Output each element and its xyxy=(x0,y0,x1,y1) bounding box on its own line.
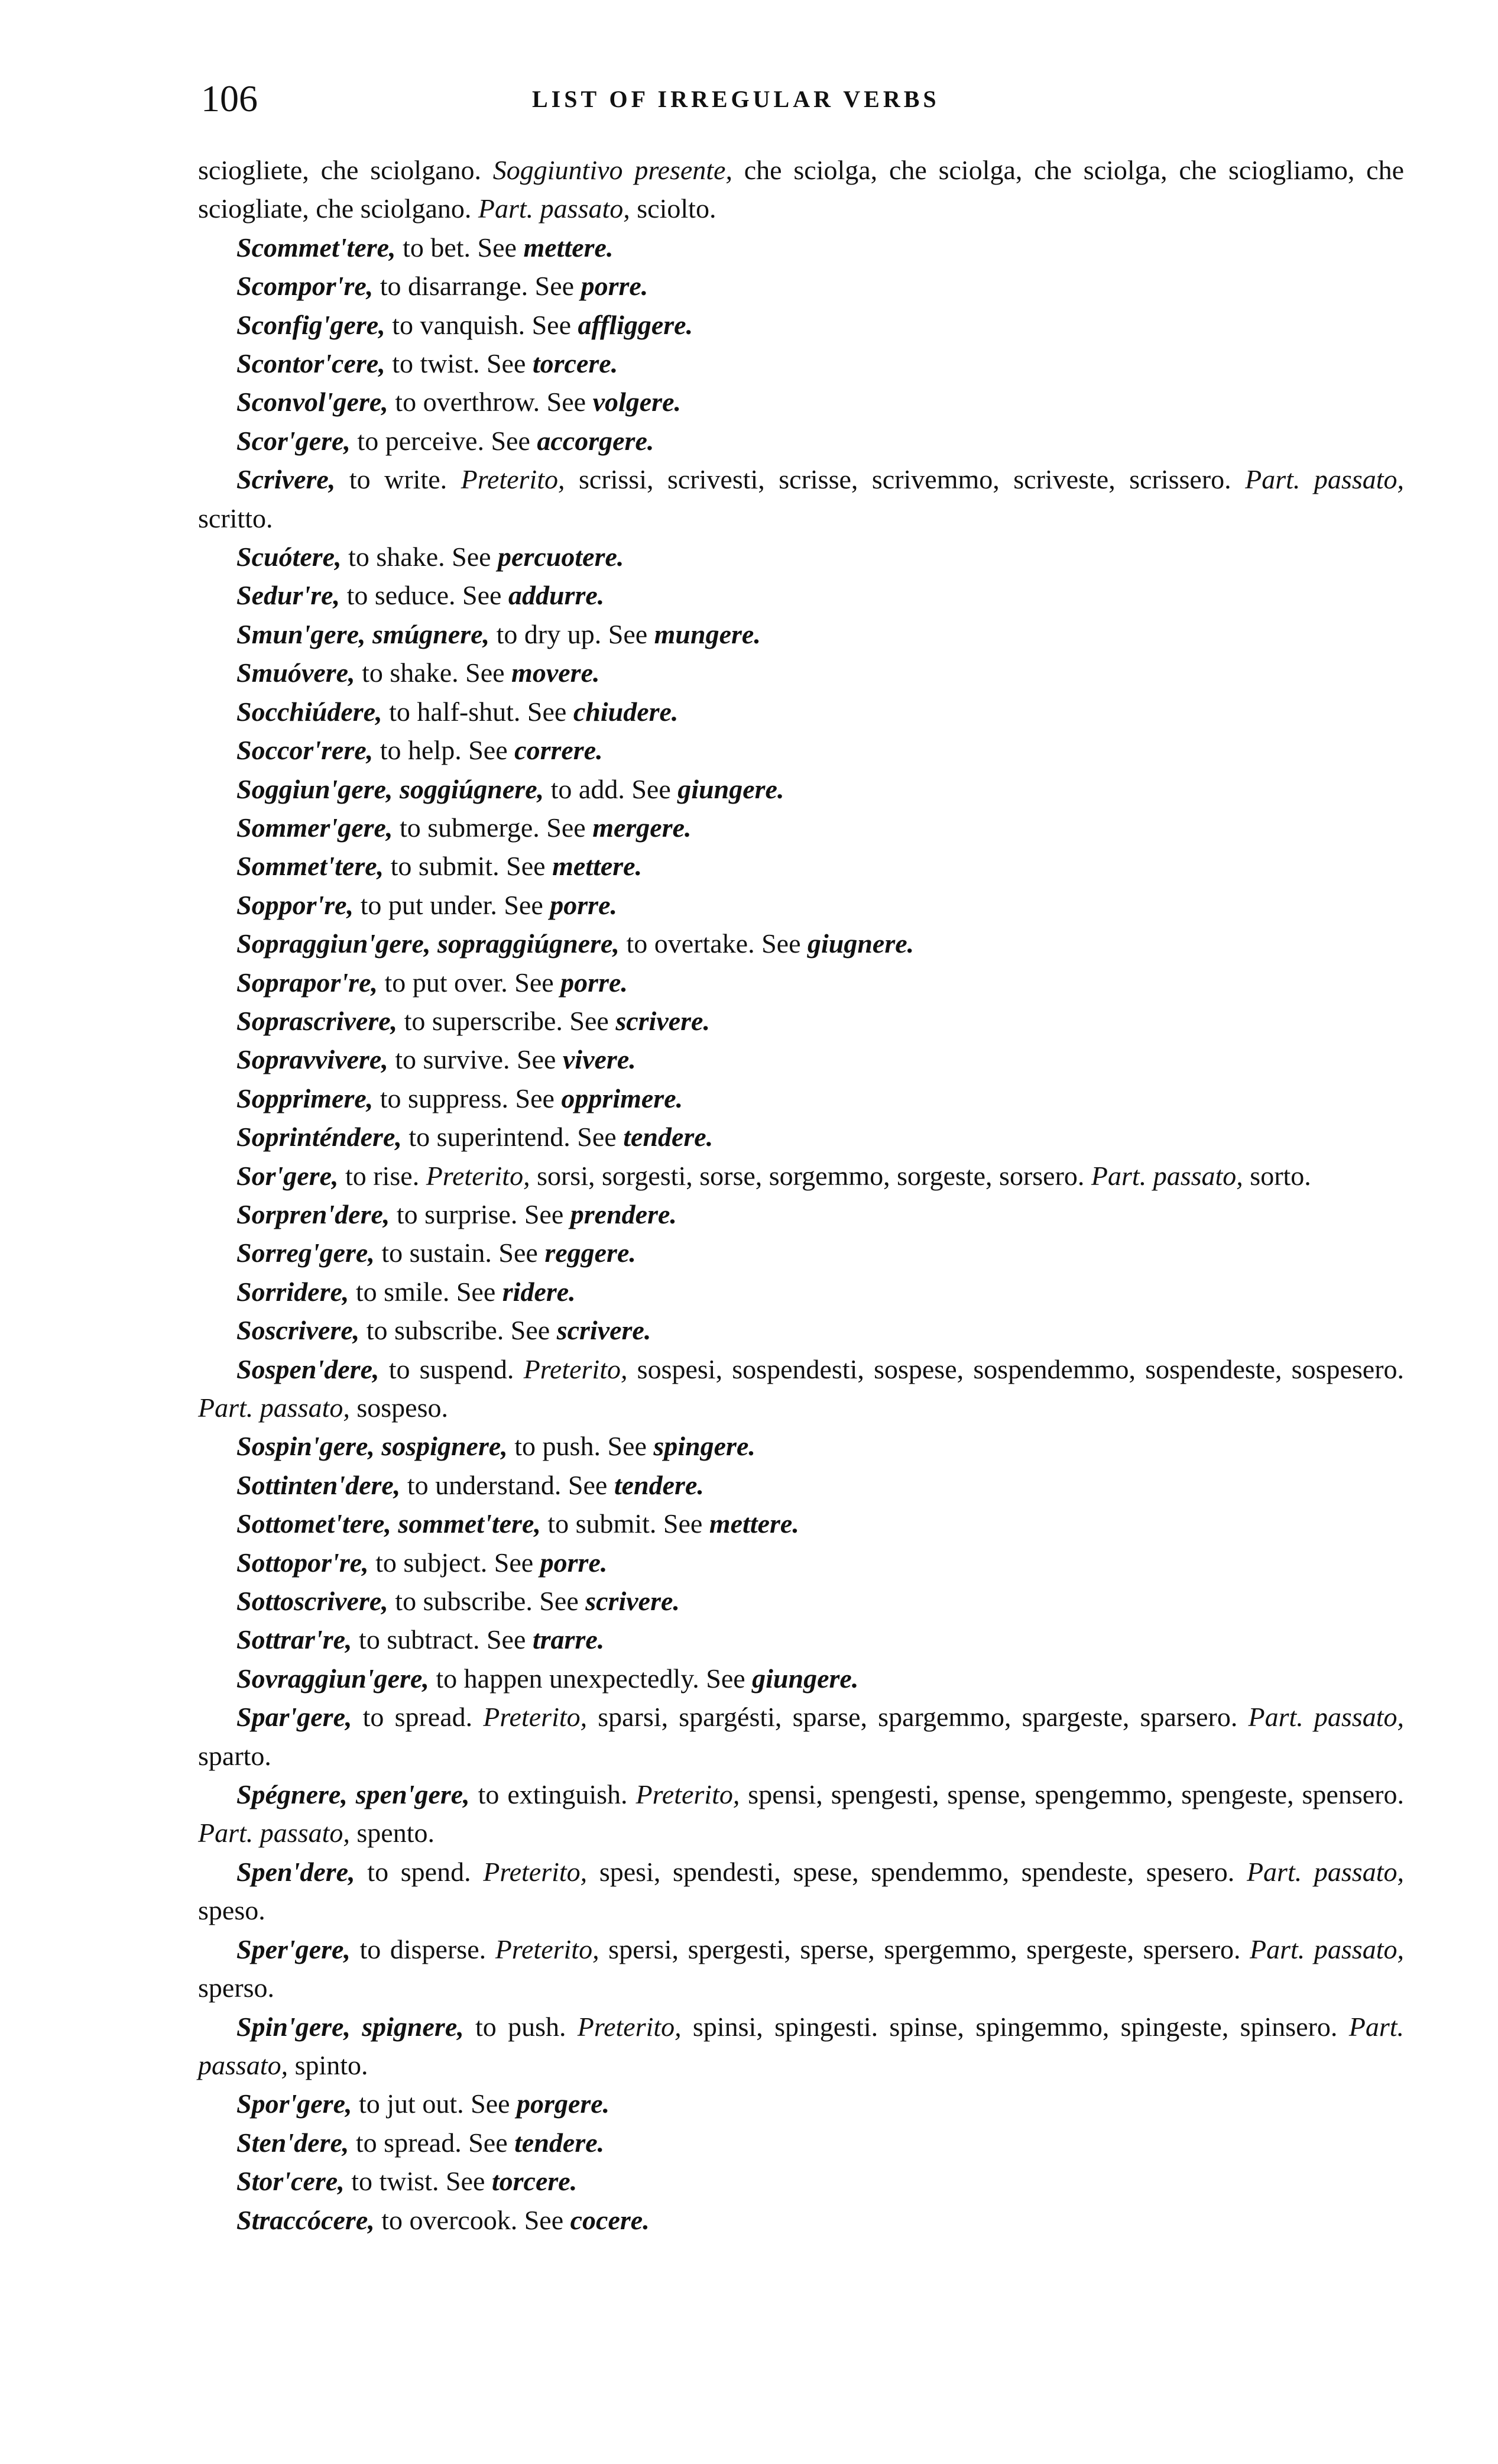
verb-gloss: to sustain. See xyxy=(374,1238,545,1268)
verb-entry xyxy=(198,1504,1404,1543)
verb-headword: Smuóvere, xyxy=(236,658,355,688)
entry-text: to suspend. xyxy=(379,1354,524,1384)
verb-entry xyxy=(198,1775,1404,1853)
verb-headword: Scommet'tere, xyxy=(236,232,396,263)
entry-text: to push. xyxy=(463,2011,578,2042)
tense-label: Preterito, xyxy=(483,1702,588,1733)
cross-reference: torcere. xyxy=(532,348,618,379)
verb-entry xyxy=(198,963,1404,1002)
entry-text: sciolto. xyxy=(630,193,716,224)
cross-reference: scrivere. xyxy=(615,1005,710,1036)
verb-headword: Sommet'tere, xyxy=(236,851,384,882)
tense-label: Part. passato, xyxy=(1246,1856,1404,1887)
verb-headword: Sorridere, xyxy=(236,1276,349,1307)
entry-text: to spread. xyxy=(352,1702,484,1733)
verb-headword: Scontor'cere, xyxy=(236,348,385,379)
verb-headword: Socchiúdere, xyxy=(236,696,382,727)
verb-entry xyxy=(198,422,1404,460)
verb-entry xyxy=(198,1273,1404,1311)
verb-gloss: to half-shut. See xyxy=(382,696,573,727)
verb-gloss: to submit. See xyxy=(384,851,553,882)
verb-gloss: to add. See xyxy=(544,773,678,804)
cross-reference: mettere. xyxy=(709,1508,799,1539)
cross-reference: trarre. xyxy=(532,1624,605,1655)
verb-entry xyxy=(198,615,1404,653)
verb-gloss: to submit. See xyxy=(540,1508,709,1539)
entry-text: sorsi, sorgesti, sorse, sorgemmo, sorgeste, sorsero. xyxy=(530,1160,1091,1191)
verb-headword: Soccor'rere, xyxy=(236,735,374,766)
entry-text: spersi, spergesti, sperse, spergemmo, spergeste, spersero. xyxy=(599,1934,1250,1964)
entry-text: to rise. xyxy=(338,1160,426,1191)
verb-entry xyxy=(198,770,1404,808)
verb-headword: Sconvol'gere, xyxy=(236,387,388,417)
verb-gloss: to spread. See xyxy=(349,2127,515,2158)
verb-gloss: to perceive. See xyxy=(350,425,537,456)
cross-reference: volgere. xyxy=(592,387,681,417)
cross-reference: cocere. xyxy=(570,2204,650,2235)
verb-entry xyxy=(198,886,1404,924)
entry-text: spinsi, spingesti. spinse, spingemmo, spingeste, spinsero. xyxy=(681,2011,1349,2042)
verb-headword: Straccócere, xyxy=(236,2204,375,2235)
verb-headword: Scrivere, xyxy=(236,464,336,495)
cross-reference: giugnere. xyxy=(807,928,915,959)
verb-entry xyxy=(198,576,1404,614)
entry-text: spento. xyxy=(349,1818,435,1848)
cross-reference: porre. xyxy=(540,1547,608,1578)
verb-entry xyxy=(198,1427,1404,1465)
tense-label: Part. passato, xyxy=(1091,1160,1243,1191)
verb-headword: Sopraggiun'gere, sopraggiúgnere, xyxy=(236,928,620,959)
tense-label: Part. passato, xyxy=(1250,1934,1404,1964)
verb-entry xyxy=(198,653,1404,692)
cross-reference: ridere. xyxy=(502,1276,576,1307)
cross-reference: accorgere. xyxy=(537,425,654,456)
verb-headword: Spin'gere, spignere, xyxy=(236,2011,464,2042)
cross-reference: porgere. xyxy=(517,2089,610,2119)
running-head: LIST OF IRREGULAR VERBS xyxy=(532,86,940,112)
verb-gloss: to smile. See xyxy=(349,1276,502,1307)
verb-entry xyxy=(198,1311,1404,1349)
entry-text: to disperse. xyxy=(350,1934,495,1964)
verb-headword: Spar'gere, xyxy=(236,1702,352,1733)
verb-entry xyxy=(198,1582,1404,1620)
tense-label: Part. passato, xyxy=(198,1393,350,1423)
cross-reference: addurre. xyxy=(508,580,605,611)
verb-gloss: to overthrow. See xyxy=(388,387,593,417)
verb-gloss: to push. See xyxy=(507,1431,654,1462)
tense-label: Part. passato, xyxy=(198,1818,350,1848)
verb-gloss: to subscribe. See xyxy=(388,1586,586,1617)
cross-reference: mettere. xyxy=(552,851,643,882)
verb-headword: Sper'gere, xyxy=(236,1934,351,1964)
verb-entry xyxy=(198,460,1404,538)
verb-gloss: to seduce. See xyxy=(340,580,508,611)
cross-reference: scrivere. xyxy=(556,1315,651,1346)
entry-text: speso. xyxy=(198,1895,265,1926)
verb-gloss: to vanquish. See xyxy=(385,309,578,340)
verb-entry xyxy=(198,847,1404,885)
verb-gloss: to surprise. See xyxy=(390,1199,570,1229)
verb-entry xyxy=(198,1040,1404,1079)
verb-entry xyxy=(198,2123,1404,2162)
verb-entry xyxy=(198,344,1404,383)
cross-reference: spingere. xyxy=(653,1431,756,1462)
verb-headword: Sorpren'dere, xyxy=(236,1199,390,1229)
verb-gloss: to overcook. See xyxy=(374,2204,570,2235)
verb-gloss: to submerge. See xyxy=(393,812,593,843)
verb-headword: Sottrar're, xyxy=(236,1624,352,1655)
verb-headword: Smun'gere, smúgnere, xyxy=(236,619,490,649)
verb-headword: Scompor're, xyxy=(236,271,374,302)
verb-headword: Soscrivere, xyxy=(236,1315,360,1346)
verb-gloss: to superscribe. See xyxy=(397,1005,616,1036)
verb-headword: Scuótere, xyxy=(236,542,342,572)
cross-reference: prendere. xyxy=(570,1199,677,1229)
verb-gloss: to suppress. See xyxy=(373,1083,562,1113)
verb-entry xyxy=(198,267,1404,305)
cross-reference: porre. xyxy=(560,967,628,998)
entry-text: che sciolga, che sciolga, che sciolga, che sciogliamo, che sciogliate, che sciolgano. xyxy=(198,155,1405,224)
verb-headword: Spégnere, spen'gere, xyxy=(236,1779,470,1810)
verb-entry xyxy=(198,2084,1404,2123)
cross-reference: mettere. xyxy=(523,232,614,263)
verb-headword: Sospin'gere, sospignere, xyxy=(236,1431,508,1462)
verb-entry xyxy=(198,1118,1404,1156)
verb-headword: Sconfig'gere, xyxy=(236,309,385,340)
verb-headword: Stor'cere, xyxy=(236,2166,345,2197)
verb-entry xyxy=(198,1620,1404,1659)
verb-gloss: to shake. See xyxy=(341,542,498,572)
verb-entry xyxy=(198,2201,1404,2239)
entry-text: sorto. xyxy=(1243,1160,1311,1191)
verb-entry xyxy=(198,228,1404,267)
cross-reference: mungere. xyxy=(654,619,761,649)
verb-headword: Sottomet'tere, sommet'tere, xyxy=(236,1508,541,1539)
verb-gloss: to subject. See xyxy=(368,1547,540,1578)
verb-entry xyxy=(198,538,1404,576)
verb-headword: Sopravvivere, xyxy=(236,1044,388,1075)
verb-entry xyxy=(198,1930,1404,2008)
verb-list xyxy=(198,151,1404,2239)
verb-headword: Sopprimere, xyxy=(236,1083,374,1113)
verb-entry xyxy=(198,1543,1404,1582)
cross-reference: porre. xyxy=(550,889,618,920)
entry-text: spensi, spengesti, spense, spengemmo, spengeste, spensero. xyxy=(740,1779,1404,1810)
tense-label: Part. passato, xyxy=(478,193,630,224)
verb-headword: Sedur're, xyxy=(236,580,341,611)
cross-reference: vivere. xyxy=(562,1044,636,1075)
entry-text: to spend. xyxy=(355,1856,484,1887)
verb-entry xyxy=(198,1233,1404,1272)
cross-reference: correre. xyxy=(514,735,603,766)
verb-headword: Sospen'dere, xyxy=(236,1354,380,1384)
verb-gloss: to subscribe. See xyxy=(359,1315,557,1346)
verb-entry xyxy=(198,2008,1404,2085)
cross-reference: tendere. xyxy=(514,2127,605,2158)
verb-entry xyxy=(198,1079,1404,1118)
verb-gloss: to disarrange. See xyxy=(373,271,581,302)
entry-text: scritto. xyxy=(198,503,273,533)
verb-entry xyxy=(198,1466,1404,1504)
verb-headword: Spor'gere, xyxy=(236,2089,352,2119)
tense-label: Preterito, xyxy=(523,1354,628,1384)
cross-reference: giungere. xyxy=(752,1663,859,1694)
verb-gloss: to survive. See xyxy=(388,1044,563,1075)
verb-gloss: to jut out. See xyxy=(352,2089,517,2119)
verb-headword: Sovraggiun'gere, xyxy=(236,1663,429,1694)
tense-label: Preterito, xyxy=(461,464,565,495)
verb-headword: Sten'dere, xyxy=(236,2127,349,2158)
entry-text: sparsi, spargésti, sparse, spargemmo, spargeste, sparsero. xyxy=(587,1702,1249,1733)
cross-reference: percuotere. xyxy=(498,542,624,572)
verb-gloss: to twist. See xyxy=(344,2166,492,2197)
verb-gloss: to understand. See xyxy=(400,1469,614,1500)
verb-entry xyxy=(198,924,1404,963)
verb-entry xyxy=(198,808,1404,847)
verb-gloss: to superintend. See xyxy=(401,1122,624,1152)
verb-entry xyxy=(198,306,1404,344)
cross-reference: mergere. xyxy=(592,812,692,843)
verb-headword: Sottoscrivere, xyxy=(236,1586,388,1617)
entry-text: spesi, spendesti, spese, spendemmo, spendeste, spesero. xyxy=(587,1856,1247,1887)
cross-reference: movere. xyxy=(511,658,600,688)
verb-gloss: to put under. See xyxy=(354,889,550,920)
verb-headword: Sottinten'dere, xyxy=(236,1469,401,1500)
verb-entry xyxy=(198,1157,1404,1195)
cross-reference: porre. xyxy=(581,271,649,302)
verb-gloss: to shake. See xyxy=(355,658,512,688)
entry-text: to write. xyxy=(335,464,461,495)
verb-headword: Sommer'gere, xyxy=(236,812,393,843)
entry-text: sperso. xyxy=(198,1973,275,2003)
entry-text: sparto. xyxy=(198,1740,271,1771)
entry-text: sospeso. xyxy=(349,1393,448,1423)
verb-entry xyxy=(198,1853,1404,1930)
verb-headword: Spen'dere, xyxy=(236,1856,355,1887)
verb-entry xyxy=(198,1195,1404,1233)
entry-text: spinto. xyxy=(288,2049,368,2080)
verb-gloss: to dry up. See xyxy=(489,619,654,649)
entry-text: scrissi, scrivesti, scrisse, scrivemmo, scriveste, scrissero. xyxy=(565,464,1246,495)
verb-gloss: to put over. See xyxy=(377,967,561,998)
verb-entry xyxy=(198,1698,1404,1775)
page-number: 106 xyxy=(201,77,258,119)
page-header xyxy=(201,71,1401,130)
verb-headword: Scor'gere, xyxy=(236,425,351,456)
cross-reference: scrivere. xyxy=(585,1586,680,1617)
verb-headword: Soprascrivere, xyxy=(236,1005,398,1036)
cross-reference: torcere. xyxy=(491,2166,578,2197)
verb-entry xyxy=(198,2162,1404,2200)
tense-label: Preterito, xyxy=(577,2011,682,2042)
tense-label: Preterito, xyxy=(426,1160,530,1191)
verb-entry xyxy=(198,692,1404,731)
verb-entry xyxy=(198,1659,1404,1698)
verb-entry xyxy=(198,1350,1404,1427)
continued-entry xyxy=(198,151,1404,228)
tense-label: Part. passato, xyxy=(1248,1702,1404,1733)
entry-text: sciogliete, che sciolgano. xyxy=(198,155,493,185)
tense-label: Preterito, xyxy=(635,1779,740,1810)
entry-text: to extinguish. xyxy=(469,1779,636,1810)
verb-gloss: to help. See xyxy=(373,735,515,766)
verb-gloss: to subtract. See xyxy=(352,1624,533,1655)
verb-headword: Soprapor're, xyxy=(236,967,378,998)
cross-reference: giungere. xyxy=(677,773,784,804)
cross-reference: reggere. xyxy=(544,1238,636,1268)
verb-entry xyxy=(198,383,1404,421)
verb-headword: Soggiun'gere, soggiúgnere, xyxy=(236,773,544,804)
verb-headword: Sorreg'gere, xyxy=(236,1238,375,1268)
verb-gloss: to twist. See xyxy=(385,348,533,379)
tense-label: Part. passato, xyxy=(1245,464,1405,495)
verb-gloss: to bet. See xyxy=(395,232,524,263)
verb-entry xyxy=(198,1002,1404,1040)
entry-text: sospesi, sospendesti, sospese, sospendemmo, sospendeste, sospesero. xyxy=(627,1354,1405,1384)
verb-gloss: to happen unexpectedly. See xyxy=(429,1663,753,1694)
cross-reference: chiudere. xyxy=(573,696,679,727)
verb-headword: Soprinténdere, xyxy=(236,1122,402,1152)
verb-headword: Sottopor're, xyxy=(236,1547,369,1578)
verb-headword: Soppor're, xyxy=(236,889,354,920)
cross-reference: opprimere. xyxy=(561,1083,683,1113)
tense-label: Preterito, xyxy=(483,1856,588,1887)
verb-gloss: to overtake. See xyxy=(619,928,808,959)
tense-label: Preterito, xyxy=(495,1934,599,1964)
cross-reference: tendere. xyxy=(623,1122,714,1152)
cross-reference: affliggere. xyxy=(578,309,693,340)
cross-reference: tendere. xyxy=(614,1469,704,1500)
tense-label: Part. passato, xyxy=(198,2011,1404,2080)
verb-entry xyxy=(198,731,1404,769)
verb-headword: Sor'gere, xyxy=(236,1160,339,1191)
tense-label: Soggiuntivo presente, xyxy=(492,155,732,185)
